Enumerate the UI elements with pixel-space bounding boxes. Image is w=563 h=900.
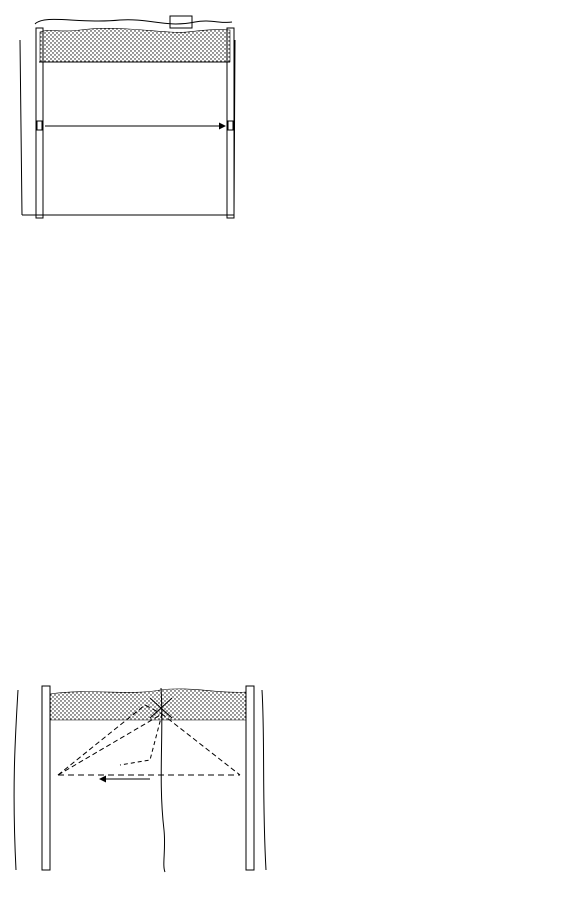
rock-outline [20, 40, 235, 215]
overburden-layer [40, 28, 230, 62]
panel-d-borehole-2 [42, 686, 50, 870]
panel-a-crosshole-diagram [20, 16, 235, 218]
panel-d-layer-model [14, 686, 266, 872]
surface-instrument-box [170, 16, 192, 28]
source-marker [37, 121, 42, 130]
panel-d-borehole-1 [246, 686, 254, 870]
panel-d-overburden [50, 689, 246, 720]
cable-line [35, 19, 232, 24]
diffraction-rays [58, 714, 240, 775]
diffraction-branch [120, 714, 162, 765]
receiver-marker [228, 121, 233, 130]
